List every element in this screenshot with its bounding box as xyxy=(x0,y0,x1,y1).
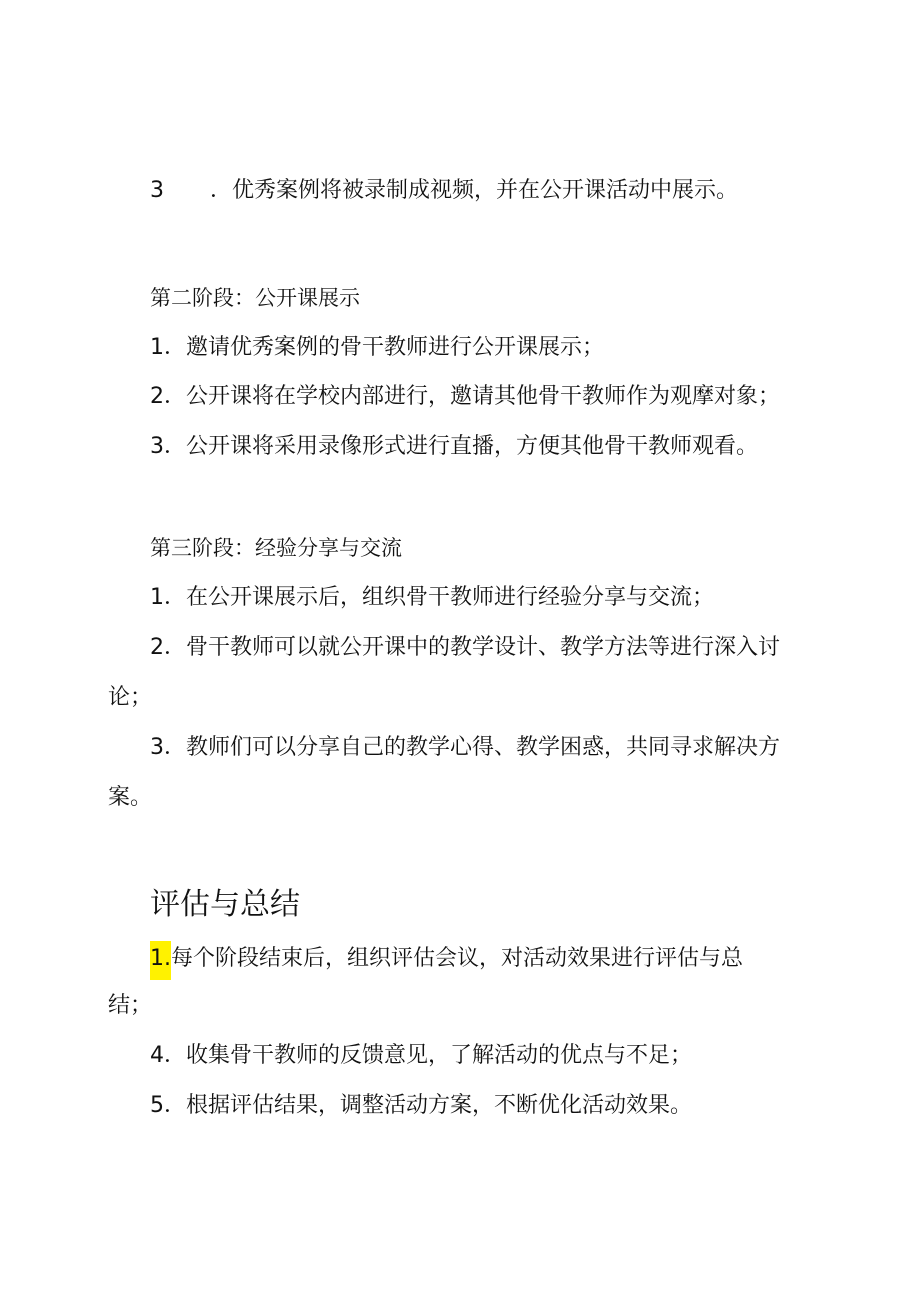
list-text: ．在公开课展示后，组织骨干教师进行经验分享与交流； xyxy=(164,585,715,610)
list-item-phase3-2-continuation: 论； xyxy=(108,685,153,710)
list-number: 1 xyxy=(150,335,164,360)
list-text: ．根据评估结果，调整活动方案，不断优化活动效果。 xyxy=(164,1093,693,1118)
list-number: 5 xyxy=(150,1093,164,1118)
evaluation-heading: 评估与总结 xyxy=(150,887,300,922)
list-item-phase3-2 xyxy=(150,633,780,663)
list-number: 2 xyxy=(150,384,164,409)
list-number: 1 xyxy=(150,585,164,610)
list-text: ．邀请优秀案例的骨干教师进行公开课展示； xyxy=(164,335,605,360)
list-number: 2 xyxy=(150,635,164,660)
list-item-phase3-3-continuation: 案。 xyxy=(108,785,153,810)
list-item-phase3-3 xyxy=(150,733,780,763)
list-text: ．教师们可以分享自己的教学心得、教学困惑，共同寻求解决方 xyxy=(164,735,781,760)
list-item-phase2-3 xyxy=(150,432,758,462)
phase2-heading: 第二阶段：公开课展示 xyxy=(150,286,360,310)
list-item-phase2-1 xyxy=(150,333,604,363)
list-item-evaluation-1-continuation: 结； xyxy=(108,993,153,1018)
list-item-phase2-2 xyxy=(150,382,780,412)
list-number: 4 xyxy=(150,1043,164,1068)
list-text: ．优秀案例将被录制成视频，并在公开课活动中展示。 xyxy=(210,178,739,203)
highlighted-list-number: 1. xyxy=(150,941,171,980)
list-item-evaluation-5 xyxy=(150,1091,692,1121)
list-text: ．公开课将采用录像形式进行直播，方便其他骨干教师观看。 xyxy=(164,434,759,459)
list-item-evaluation-4 xyxy=(150,1041,692,1071)
list-item-phase1-3 xyxy=(150,176,738,206)
list-text: ．公开课将在学校内部进行，邀请其他骨干教师作为观摩对象； xyxy=(164,384,781,409)
list-number: 3 xyxy=(150,434,164,459)
list-text: ．收集骨干教师的反馈意见，了解活动的优点与不足； xyxy=(164,1043,693,1068)
list-text: ．骨干教师可以就公开课中的教学设计、教学方法等进行深入讨 xyxy=(164,635,781,660)
list-number: 3 xyxy=(150,178,164,203)
list-text: 每个阶段结束后，组织评估会议，对活动效果进行评估与总 xyxy=(171,946,744,971)
list-number: 3 xyxy=(150,735,164,760)
phase3-heading: 第三阶段：经验分享与交流 xyxy=(150,536,402,560)
list-item-evaluation-1 xyxy=(150,941,743,980)
list-item-phase3-1 xyxy=(150,583,714,613)
